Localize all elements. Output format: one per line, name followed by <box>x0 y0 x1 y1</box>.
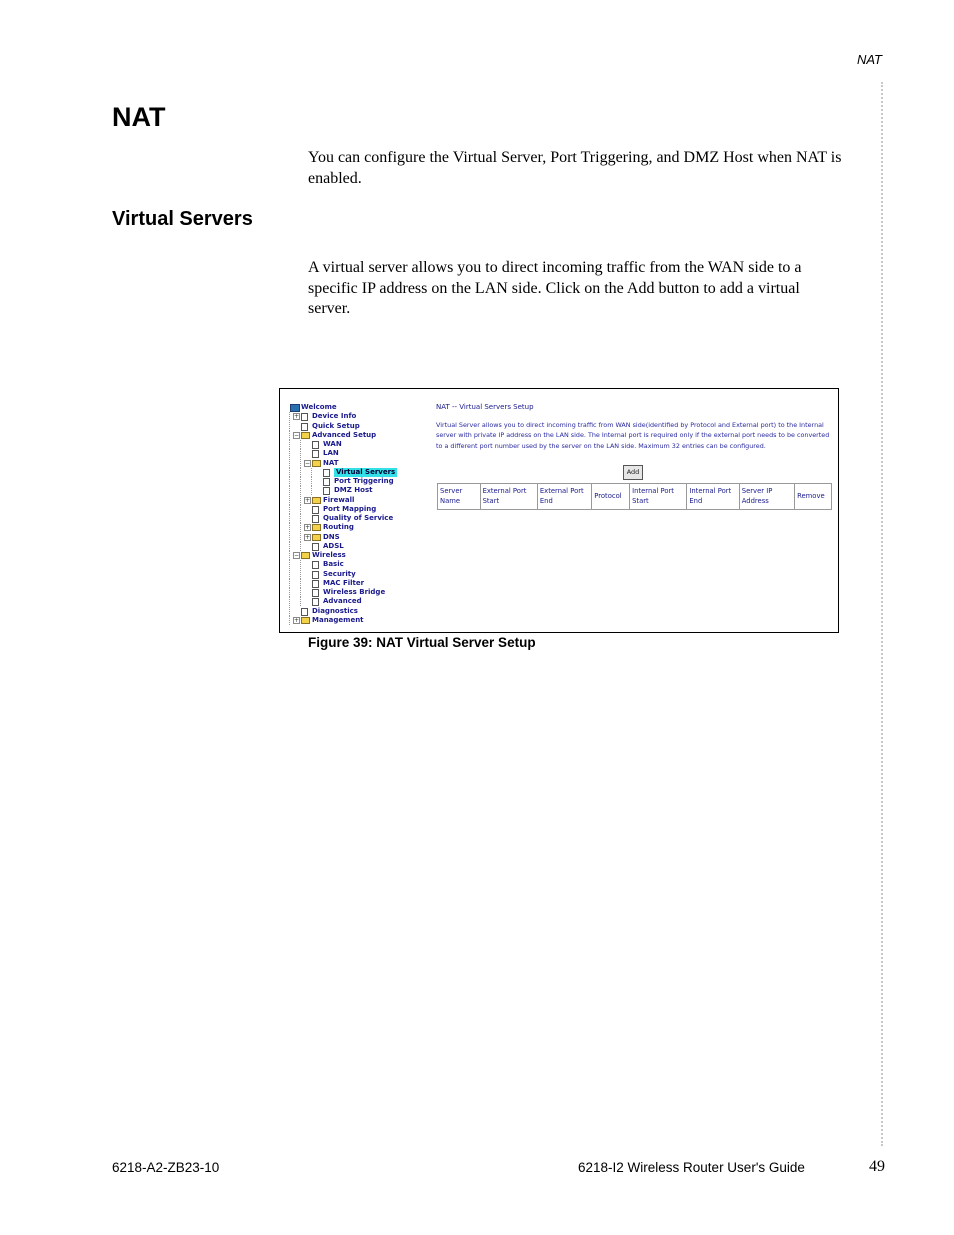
page-icon <box>301 423 308 431</box>
tree-guide <box>300 542 301 551</box>
tree-item-label: Advanced <box>323 597 362 606</box>
tree-item-label: Wireless Bridge <box>323 588 386 596</box>
expand-icon[interactable]: + <box>305 533 311 541</box>
tree-guide <box>289 560 290 569</box>
column-header: Remove <box>795 484 832 510</box>
page-icon <box>312 571 319 579</box>
tree-item-label: MAC Filter <box>323 578 365 587</box>
tree-item-label: Management <box>312 615 364 624</box>
tree-guide <box>311 468 312 477</box>
tree-item[interactable] <box>284 514 424 523</box>
tree-item-label: Firewall <box>323 495 355 504</box>
collapse-icon[interactable]: − <box>294 552 300 559</box>
tree-guide <box>289 459 290 468</box>
tree-guide <box>300 477 301 486</box>
folder-icon <box>301 432 310 439</box>
tree-item-label: WAN <box>323 440 342 448</box>
tree-guide <box>289 607 290 616</box>
running-head: NAT <box>856 52 882 67</box>
tree-item[interactable] <box>284 533 424 542</box>
tree-guide <box>300 496 301 505</box>
tree-item-label: Device Info <box>312 412 357 421</box>
tree-guide <box>300 523 301 532</box>
column-header: Server IP Address <box>739 484 794 510</box>
tree-item[interactable] <box>284 459 424 468</box>
folder-icon <box>312 524 321 531</box>
doc-number: 6218-A2-ZB23-10 <box>112 1160 220 1175</box>
tree-item-label: Wireless <box>312 551 346 559</box>
page-icon <box>312 589 319 597</box>
tree-guide <box>300 560 301 569</box>
tree-item[interactable] <box>284 616 424 625</box>
tree-item-label: Quality of Service <box>323 514 394 522</box>
tree-item-label: Port Mapping <box>323 504 377 513</box>
tree-guide <box>289 551 290 560</box>
tree-guide <box>289 449 290 458</box>
tree-item-label: Quick Setup <box>312 421 360 430</box>
page-icon <box>323 478 330 486</box>
tree-item[interactable] <box>284 468 424 477</box>
tree-guide <box>289 486 290 495</box>
tree-guide <box>300 449 301 458</box>
tree-item-label: Advanced Setup <box>312 430 377 439</box>
pane-description: Virtual Server allows you to direct incoming traffic from WAN side(identified by Protocol and External port) to the Internal server with private IP address on the LAN side. The Internal port is required only if the external port needs to be converted to a different port number used by the server on the LAN side. Maximum 32 entries can be configured. <box>436 421 830 450</box>
tree-item-label: Welcome <box>301 403 337 411</box>
folder-icon <box>301 552 310 559</box>
virtual-servers-table <box>437 483 832 510</box>
page-icon <box>312 598 319 606</box>
table-header-row <box>438 484 832 510</box>
monitor-icon <box>290 404 300 412</box>
collapse-icon[interactable]: − <box>305 459 311 467</box>
tree-item-label: LAN <box>323 449 339 458</box>
column-header: External Port End <box>537 484 591 510</box>
intro-paragraph: You can configure the Virtual Server, Port Triggering, and DMZ Host when NAT is enabled. <box>308 149 842 187</box>
tree-guide <box>289 468 290 477</box>
tree-guide <box>300 440 301 449</box>
tree-item[interactable] <box>284 579 424 588</box>
section-title: NAT <box>112 102 166 132</box>
page-icon <box>301 413 308 421</box>
tree-guide <box>289 588 290 597</box>
page-icon <box>323 469 330 477</box>
virtual-servers-pane <box>436 403 832 505</box>
tree-guide <box>300 579 301 588</box>
tree-item[interactable] <box>284 440 424 449</box>
column-header: Protocol <box>592 484 630 510</box>
folder-icon <box>301 617 310 624</box>
virtual-servers-paragraph: A virtual server allows you to direct incoming traffic from the WAN side to a specific IP address on the LAN side. Click on the Add button to add a virtual server. <box>308 259 802 317</box>
expand-icon[interactable]: + <box>305 496 311 504</box>
tree-guide <box>289 542 290 551</box>
tree-guide <box>289 412 290 421</box>
tree-guide <box>289 523 290 532</box>
folder-icon <box>312 460 321 467</box>
column-header: External Port Start <box>480 484 537 510</box>
column-header: Internal Port End <box>687 484 739 510</box>
expand-icon[interactable]: + <box>294 616 300 624</box>
tree-item[interactable] <box>284 431 424 440</box>
tree-guide <box>300 570 301 579</box>
tree-guide <box>289 579 290 588</box>
tree-item-label: Security <box>323 569 356 578</box>
page-icon <box>312 543 319 551</box>
tree-guide <box>289 422 290 431</box>
expand-icon[interactable]: + <box>294 413 300 421</box>
tree-item[interactable] <box>284 570 424 579</box>
subsection-title: Virtual Servers <box>112 208 253 230</box>
page-number: 49 <box>869 1158 885 1175</box>
page-icon <box>312 561 319 569</box>
page-icon <box>312 515 319 523</box>
tree-item[interactable] <box>284 449 424 458</box>
page-icon <box>301 608 308 616</box>
column-header: Server Name <box>438 484 481 510</box>
tree-guide <box>300 459 301 468</box>
margin-rule <box>881 82 883 1146</box>
tree-guide <box>289 505 290 514</box>
tree-item[interactable] <box>284 588 424 597</box>
tree-item-label: DNS <box>323 532 340 541</box>
page-icon <box>312 506 319 514</box>
pane-title: NAT -- Virtual Servers Setup <box>436 403 534 411</box>
column-header: Internal Port Start <box>630 484 687 510</box>
tree-guide <box>289 440 290 449</box>
tree-item[interactable] <box>284 403 424 412</box>
tree-item[interactable] <box>284 412 424 421</box>
tree-guide <box>300 505 301 514</box>
tree-guide <box>300 597 301 606</box>
tree-item-label: Routing <box>323 523 354 532</box>
tree-item-label: Virtual Servers <box>336 467 396 476</box>
nat-virtual-server-screenshot <box>279 388 839 633</box>
tree-guide <box>289 514 290 523</box>
page-icon <box>312 580 319 588</box>
tree-guide <box>289 616 290 625</box>
tree-guide <box>289 477 290 486</box>
figure-caption: Figure 39: NAT Virtual Server Setup <box>308 635 536 650</box>
tree-guide <box>311 486 312 495</box>
tree-item[interactable] <box>284 422 424 431</box>
page-icon <box>312 441 319 449</box>
tree-item-label: DMZ Host <box>334 486 373 495</box>
tree-item[interactable] <box>284 551 424 560</box>
tree-item[interactable] <box>284 477 424 486</box>
expand-icon[interactable]: + <box>305 524 311 532</box>
folder-icon <box>312 534 321 541</box>
page-icon <box>312 450 319 458</box>
tree-guide <box>300 588 301 597</box>
tree-item-label: Basic <box>323 560 344 569</box>
tree-item[interactable] <box>284 486 424 495</box>
tree-guide <box>300 468 301 477</box>
tree-item[interactable] <box>284 607 424 616</box>
tree-item[interactable] <box>284 542 424 551</box>
tree-guide <box>289 533 290 542</box>
tree-item[interactable] <box>284 505 424 514</box>
tree-item[interactable] <box>284 523 424 532</box>
tree-guide <box>300 486 301 495</box>
navigation-tree <box>284 403 424 625</box>
tree-item[interactable] <box>284 560 424 569</box>
guide-title: 6218-I2 Wireless Router User's Guide <box>578 1160 805 1175</box>
tree-item-label: ADSL <box>323 541 344 550</box>
tree-item[interactable] <box>284 496 424 505</box>
tree-item-label: Port Triggering <box>334 477 394 485</box>
tree-guide <box>300 514 301 523</box>
page-icon <box>323 487 330 495</box>
tree-guide <box>289 496 290 505</box>
add-button[interactable]: Add <box>623 465 643 480</box>
folder-icon <box>312 497 321 504</box>
tree-item-label: NAT <box>323 458 339 467</box>
collapse-icon[interactable]: − <box>294 431 300 439</box>
tree-guide <box>300 533 301 542</box>
tree-item[interactable] <box>284 597 424 606</box>
tree-guide <box>289 431 290 440</box>
tree-guide <box>289 570 290 579</box>
tree-item-label: Diagnostics <box>312 606 358 615</box>
tree-guide <box>311 477 312 486</box>
tree-guide <box>289 597 290 606</box>
